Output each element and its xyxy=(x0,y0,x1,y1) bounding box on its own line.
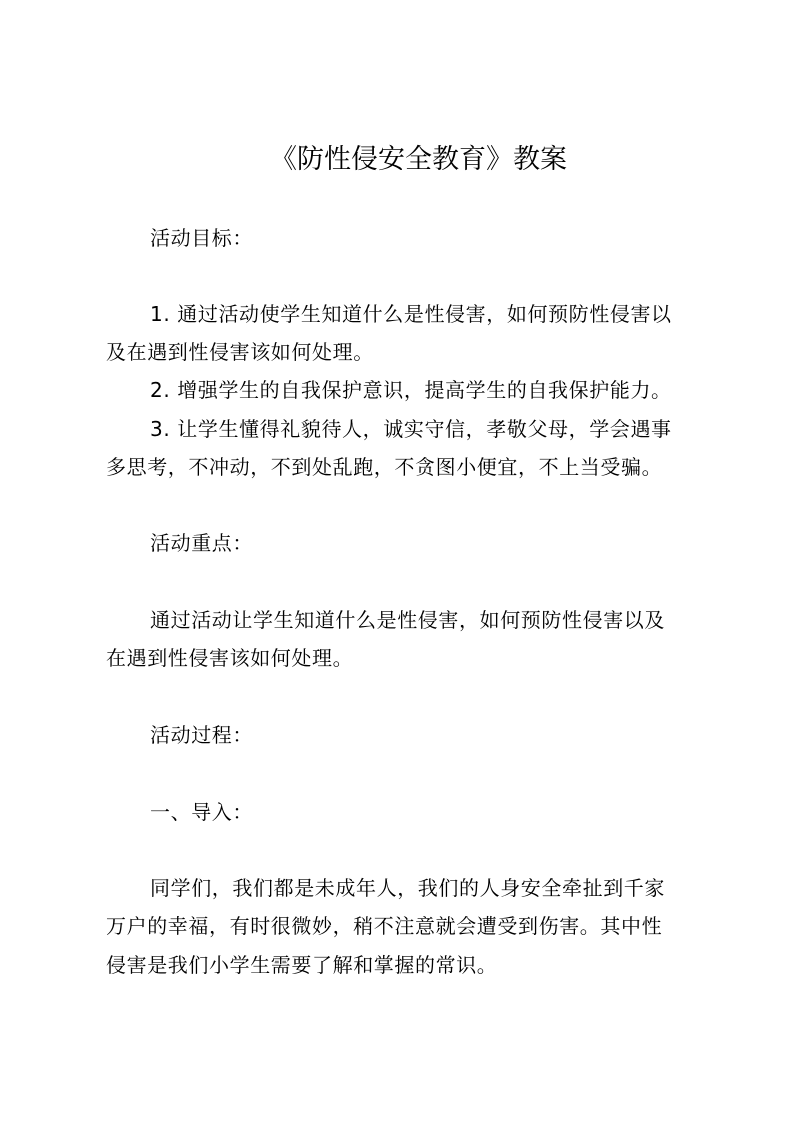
goals-heading: 活动目标： xyxy=(150,226,253,250)
intro-line-1: 同学们，我们都是未成年人，我们的人身安全牵扯到千家 xyxy=(150,876,665,900)
goal-item-1-line-1: 1. 通过活动使学生知道什么是性侵害，如何预防性侵害以 xyxy=(150,302,672,326)
focus-line-2: 在遇到性侵害该如何处理。 xyxy=(106,646,354,670)
intro-line-2: 万户的幸福，有时很微妙，稍不注意就会遭受到伤害。其中性 xyxy=(106,914,663,938)
document-title: 《防性侵安全教育》教案 xyxy=(270,144,567,175)
intro-heading: 一、导入： xyxy=(150,800,253,824)
intro-line-3: 侵害是我们小学生需要了解和掌握的常识。 xyxy=(106,953,498,977)
goal-item-3-line-1: 3. 让学生懂得礼貌待人，诚实守信，孝敬父母，学会遇事 xyxy=(150,417,672,441)
goal-item-3-line-2: 多思考，不冲动，不到处乱跑，不贪图小便宜，不上当受骗。 xyxy=(106,455,663,479)
focus-line-1: 通过活动让学生知道什么是性侵害，如何预防性侵害以及 xyxy=(150,608,665,632)
focus-heading: 活动重点： xyxy=(150,531,253,555)
goal-item-2: 2. 增强学生的自我保护意识，提高学生的自我保护能力。 xyxy=(150,378,672,402)
process-heading: 活动过程： xyxy=(150,723,253,747)
goal-item-1-line-2: 及在遇到性侵害该如何处理。 xyxy=(106,340,374,364)
